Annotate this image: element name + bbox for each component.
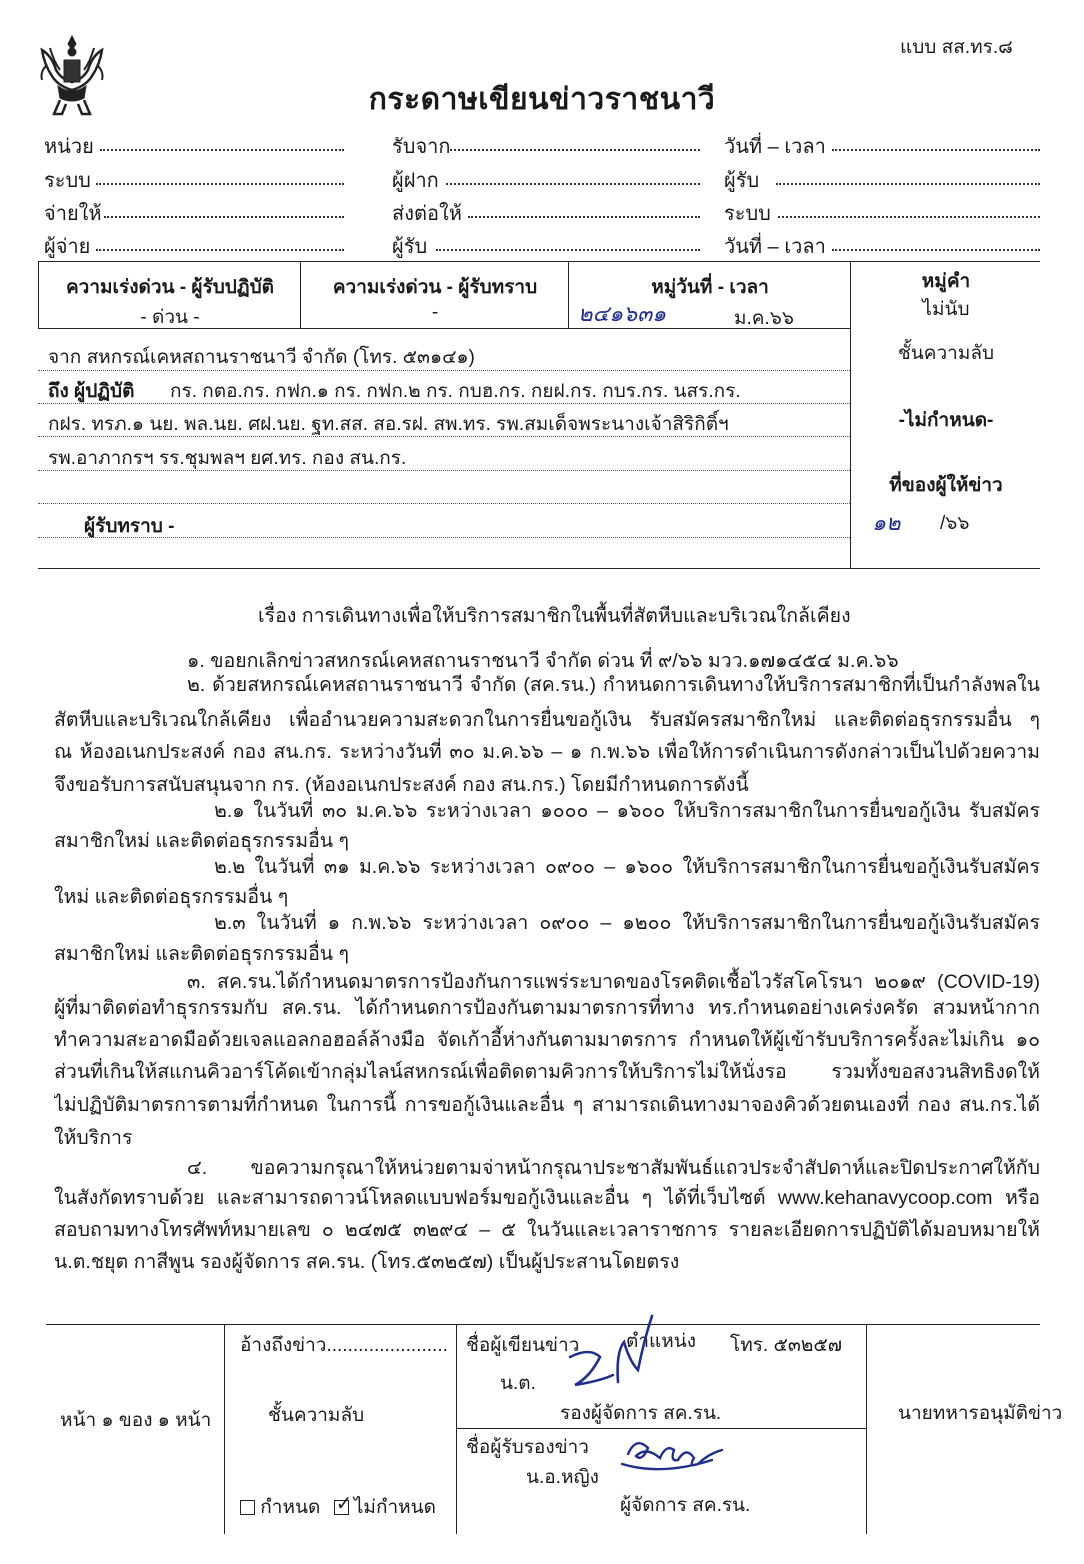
classification-label: ชั้นความลับ — [268, 1405, 365, 1426]
field-forward-to-line[interactable] — [468, 216, 700, 218]
body-line: ส่วนที่เกินให้สแกนคิวอาร์โค้ดเข้ากลุ่มไลน์สหกรณ์เพื่อติดตามคิวการให้บริการไม่ให้นั่งรอ รวมทั้งขอสงวนสิทธิงดให้ — [54, 1061, 1040, 1083]
to-prefix: ถึง ผู้ปฏิบัติ — [48, 381, 135, 402]
body-line: สอบถามทางโทรศัพท์หมายเลข ๐ ๒๔๗๕ ๓๒๙๔ – ๕ ในวันและเวลาราชการ รายละเอียดการปฏิบัติได้มอบหมายให้ — [54, 1219, 1040, 1241]
table-col-divider — [850, 261, 851, 568]
dotted-rule — [38, 470, 850, 471]
classification-options — [240, 1492, 436, 1522]
writer-label: ชื่อผู้เขียนข่าว — [466, 1335, 580, 1356]
writer-phone: โทร. ๕๓๒๕๗ — [730, 1335, 843, 1356]
body-line: สมาชิกใหม่ และติดต่อธุรกรรมอื่น ๆ — [54, 943, 350, 965]
body-line: ๓. สค.รน.ได้กำหนดมาตรการป้องกันการแพร่ระบาดของโรคติดเชื้อไวรัสโคโรนา ๒๐๑๙ (COVID-19) — [187, 971, 1040, 993]
checkbox-undefined[interactable] — [334, 1493, 353, 1516]
classification-label: ชั้นความลับ — [897, 343, 995, 364]
body-line: สมาชิกใหม่ และติดต่อธุรกรรมอื่น ๆ — [54, 830, 350, 852]
field-forward-to-label: ส่งต่อให้ — [392, 203, 462, 225]
position-label: ตำแหน่ง — [626, 1331, 697, 1352]
footer-border-top — [46, 1324, 1040, 1325]
word-count-header: หมู่คำ — [921, 271, 971, 292]
body-line: ๒.๑ ในวันที่ ๓๐ ม.ค.๖๖ ระหว่างเวลา ๑๐๐๐ – ๑๖๐๐ ให้บริการสมาชิกในการยื่นขอกู้เงิน รับสมัคร — [214, 800, 1040, 822]
body-line: จึงขอรับการสนับสนุนจาก กร. (ห้องอเนกประสงค์ กอง สน.กร.) โดยมีกำหนดการดังนี้ — [54, 774, 749, 796]
certifier-rank: น.อ.หญิง — [526, 1467, 599, 1488]
to-line-3: รพ.อาภากรฯ รร.ชุมพลฯ ยศ.ทร. กอง สน.กร. — [48, 448, 407, 469]
body-line: ให้บริการ — [54, 1127, 133, 1149]
classification-value: -ไม่กำหนด- — [898, 410, 994, 431]
to-line-2: กฝร. ทรภ.๑ นย. พล.นย. ศฝ.นย. ฐท.สส. สอ.รฝ. สพ.ทร. รพ.สมเด็จพระนางเจ้าสิริกิติ์ฯ — [48, 414, 729, 435]
field-system-line[interactable] — [96, 183, 344, 185]
body-line: ๑. ขอยกเลิกข่าวสหกรณ์เคหสถานราชนาวี จำกัด ด่วน ที่ ๙/๖๖ มวว.๑๗๑๔๕๔ ม.ค.๖๖ — [187, 650, 899, 672]
dotted-rule — [38, 436, 850, 437]
body-line: น.ต.ชยุต กาสีพูน รองผู้จัดการ สค.รน. (โทร.๕๓๒๕๗) เป็นผู้ประสานโดยตรง — [54, 1251, 680, 1273]
checkmark-icon: ✓ — [335, 1493, 353, 1516]
field-payer-label: ผู้จ่าย — [44, 236, 91, 258]
checkbox-defined[interactable] — [240, 1500, 255, 1515]
dtg-header: หมู่วันที่ - เวลา — [651, 277, 769, 298]
field-datetime-line[interactable] — [832, 149, 1040, 151]
info-precedence-header: ความเร่งด่วน - ผู้รับทราบ — [332, 277, 538, 298]
field-receiver-line[interactable] — [436, 249, 700, 251]
info-addressee-label: ผู้รับทราบ - — [84, 516, 175, 537]
option-defined-label: กำหนด — [260, 1497, 321, 1518]
option-undefined-label: ไม่กำหนด — [353, 1497, 436, 1518]
dtg-month: ม.ค.๖๖ — [734, 308, 794, 329]
field-depositor-line[interactable] — [446, 183, 700, 185]
originator-number-year: /๖๖ — [940, 513, 970, 534]
from-line: จาก สหกรณ์เคหสถานราชนาวี จำกัด (โทร. ๕๓๑๔๑) — [48, 347, 475, 368]
field-datetime2-label: วันที่ – เวลา — [724, 236, 826, 258]
table-border-bottom — [38, 568, 1040, 569]
field-pay-to-line[interactable] — [104, 216, 344, 218]
dotted-rule — [38, 370, 850, 371]
field-payer-line[interactable] — [96, 249, 344, 251]
footer-col-divider — [456, 1324, 457, 1534]
field-received-from-label: รับจาก — [392, 136, 451, 158]
field-system2-label: ระบบ — [724, 203, 771, 225]
body-line: ผู้ที่มาติดต่อทำธุรกรรมกับ สค.รน. ได้กำหนดการป้องกันตามมาตรการที่ทาง ทร.กำหนดอย่างเคร่งครัด สวมหน้ากาก — [54, 997, 1040, 1019]
dotted-rule — [38, 403, 850, 404]
certifier-label: ชื่อผู้รับรองข่าว — [466, 1437, 589, 1458]
table-border-left — [38, 261, 39, 328]
field-system-label: ระบบ — [44, 170, 91, 192]
footer-col-divider — [866, 1324, 867, 1534]
table-col-divider — [568, 261, 569, 328]
writer-rank: น.ต. — [500, 1373, 536, 1394]
field-system2-line[interactable] — [778, 216, 1040, 218]
subject-line: เรื่อง การเดินทางเพื่อให้บริการสมาชิกในพื้นที่สัตหีบและบริเวณใกล้เคียง — [258, 605, 851, 627]
action-precedence-header: ความเร่งด่วน - ผู้รับปฏิบัติ — [65, 277, 275, 298]
field-datetime-label: วันที่ – เวลา — [724, 136, 826, 158]
writer-position: รองผู้จัดการ สค.รน. — [560, 1403, 722, 1424]
dtg-handwritten: ๒๔๑๖๓๑ — [578, 302, 667, 327]
form-code: แบบ สส.ทร.๘ — [900, 37, 1013, 58]
body-line: ณ ห้องอเนกประสงค์ กอง สน.กร. ระหว่างวันที่ ๓๐ ม.ค.๖๖ – ๑ ก.พ.๖๖ เพื่อให้การดำเนินการดังกล่าวเป็นไปด้วยความ — [54, 741, 1040, 763]
body-line: ในสังกัดทราบด้วย และสามารถดาวน์โหลดแบบฟอร์มขอกู้เงินและอื่น ๆ ได้ที่เว็บไซต์ www.kehanavycoop.com หรือ — [54, 1187, 1040, 1209]
field-receiver-label: ผู้รับ — [392, 236, 428, 258]
body-line: ใหม่ และติดต่อธุรกรรมอื่น ๆ — [54, 886, 289, 908]
word-count-value: ไม่นับ — [922, 299, 970, 320]
footer-col-divider — [224, 1324, 225, 1534]
body-line: ๒. ด้วยสหกรณ์เคหสถานราชนาวี จำกัด (สค.รน.) กำหนดการเดินทางให้บริการสมาชิกที่เป็นกำลังพลใน — [187, 674, 1040, 696]
info-precedence-value: - — [431, 302, 439, 323]
table-border-top — [38, 261, 1040, 262]
body-line: ๒.๓ ในวันที่ ๑ ก.พ.๖๖ ระหว่างเวลา ๐๙๐๐ – ๑๒๐๐ ให้บริการสมาชิกในการยื่นขอกู้เงินรับสมัคร — [214, 912, 1040, 934]
to-line-1: กร. กตอ.กร. กฟก.๑ กร. กฟก.๒ กร. กบฮ.กร. กยฝ.กร. กบร.กร. นสร.กร. — [170, 381, 741, 402]
table-col-divider — [300, 261, 301, 328]
field-datetime2-line[interactable] — [832, 249, 1040, 251]
writer-signature — [560, 1312, 670, 1402]
document-title: กระดาษเขียนข่าวราชนาวี — [368, 83, 716, 116]
body-line: สัตหีบและบริเวณใกล้เคียง เพื่ออำนวยความสะดวกในการยื่นขอกู้เงิน รับสมัครสมาชิกใหม่ และติดต่อธุรกรรมอื่น ๆ — [54, 709, 1040, 731]
approver-label: นายทหารอนุมัติข่าว — [898, 1403, 1063, 1424]
field-depositor-label: ผู้ฝาก — [392, 170, 439, 192]
field-recipient-label: ผู้รับ — [724, 170, 760, 192]
body-line: ๒.๒ ในวันที่ ๓๑ ม.ค.๖๖ ระหว่างเวลา ๐๙๐๐ – ๑๖๐๐ ให้บริการสมาชิกในการยื่นขอกู้เงินรับสมัคร — [214, 856, 1040, 878]
body-line: ไม่ปฏิบัติมาตรการตามที่กำหนด ในการนี้ การขอกู้เงินและอื่น ๆ สามารถเดินทางมาจองคิวด้วยตนเองที่ กอง สน.กร.ได้ — [54, 1094, 1040, 1116]
field-recipient-line[interactable] — [776, 183, 1040, 185]
field-received-from-line[interactable] — [450, 149, 700, 151]
body-line: ทำความสะอาดมือด้วยเจลแอลกอฮอล์ล้างมือ จัดเก้าอี้ห่างกันตามมาตรการ กำหนดให้ผู้เข้ารับบริการครั้งละไม่เกิน ๑๐ — [54, 1029, 1040, 1051]
certifier-signature — [618, 1424, 758, 1480]
dotted-rule — [38, 503, 850, 504]
field-unit-line[interactable] — [100, 149, 344, 151]
field-unit-label: หน่วย — [44, 136, 94, 158]
body-line: ๔. ขอความกรุณาให้หน่วยตามจ่าหน้ากรุณาประชาสัมพันธ์แถวประจำสัปดาห์และปิดประกาศให้กับ — [187, 1157, 1040, 1179]
originator-number-handwritten: ๑๒ — [872, 511, 901, 536]
originator-number-label: ที่ของผู้ให้ข่าว — [889, 475, 1003, 496]
dotted-rule — [38, 537, 850, 538]
field-pay-to-label: จ่ายให้ — [44, 203, 102, 225]
page-number: หน้า ๑ ของ ๑ หน้า — [60, 1410, 212, 1431]
reference-label: อ้างถึงข่าว....................... — [240, 1335, 448, 1356]
action-precedence-value: - ด่วน - — [140, 307, 200, 328]
certifier-position: ผู้จัดการ สค.รน. — [620, 1495, 751, 1516]
